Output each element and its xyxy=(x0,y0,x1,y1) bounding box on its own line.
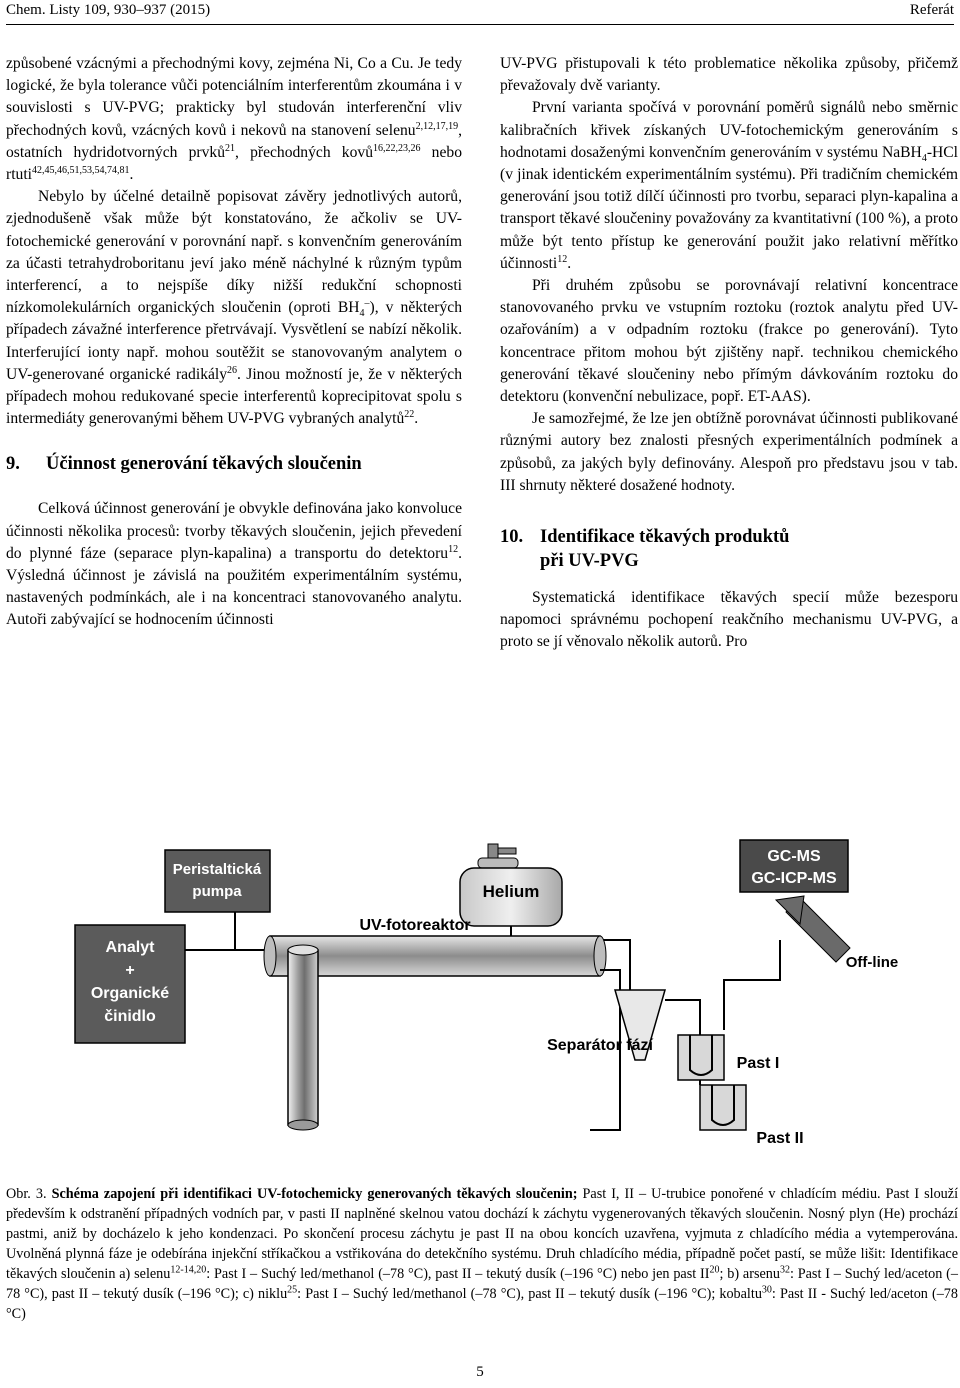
trap-1 xyxy=(678,1035,779,1080)
section-label: Referát xyxy=(909,2,954,18)
apparatus-diagram xyxy=(60,830,920,1150)
section-9-heading: 9. Účinnost generování těkavých sloučenin xyxy=(6,454,362,475)
uv-lamp xyxy=(288,945,318,1130)
trap-2 xyxy=(700,1085,804,1147)
analyte-label-1: Analyt xyxy=(105,939,155,956)
section-10-heading: 10. Identifikace těkavých produktů při UV-PVG xyxy=(500,527,790,572)
helium-label: Helium xyxy=(482,882,540,901)
left-column xyxy=(6,53,462,632)
analyte-label-4: činidlo xyxy=(104,1008,156,1025)
helium-bottle xyxy=(460,844,562,926)
separator-label: Separátor fází xyxy=(547,1037,653,1054)
figure-caption: Obr. 3. Schéma zapojení při identifikaci UV-fotochemicky generovaných těkavých sloučenin; Past I, II – U-trubice ponořené v chladícím médiu. Past I slouží především k odstranění případných vodních par, v pasti II naplněné skelnou vatou dochází k záchytu vygenerovaných těkavých sloučenin. Nosný plyn (He) prochází pastmi, aniž by docházelo k jeho kondenzaci. Po skončení procesu záchytu je past II na obou koncích uzavřena, vyjmuta z chladícího média a vytemperována. Uvolněná plynná fáze je odebírána injekční stříkačkou a vstřikována do detekčního systému. Druh chladícího média, případně počet pastí, se může lišit: Identifikace těkavých sloučenin a) selenu$^{12-14,20}$: Past I – Suchý led/methanol (–78 °C), past II – tekutý dusík (–196 °C) nebo jen past II$^{20}$; b) arsenu$^{32}$: Past I – Suchý led/aceton (–78 °C), past II – tekutý dusík (–196 °C); c) niklu$^{25}$: Past I – Suchý led/methanol (–78 °C), past II – tekutý dusík (–196 °C); kobaltu$^{30}$: Past II - Suchý led/aceton (–78 °C) xyxy=(6,1186,959,1322)
reactor-label: UV-fotoreaktor xyxy=(359,917,471,934)
phase-separator xyxy=(547,990,665,1060)
right-paragraph-3: Při druhém způsobu se porovnávají relativní koncentrace stanovovaného prvku ve vstupním roztoku (roztok analytu před UV-ozařováním) a v odpadním roztoku (frakce po generování). Tyto koncentrace přitom mohou být zjištěny např. technikou chemického generování těkavé sloučeniny nebo přímým dávkováním roztoku do detektoru (konvenční nebulizace, popř. ET-AAS). xyxy=(500,277,958,406)
off-line-arrow xyxy=(776,896,898,971)
right-column xyxy=(500,53,958,654)
right-paragraph-1: UV-PVG přistupovali k této problematice několika způsoby, přičemž převažovaly dvě varianty. xyxy=(500,55,958,95)
caption-title: Schéma zapojení při identifikaci UV-fotochemicky generovaných těkavých sloučenin; xyxy=(51,1186,578,1202)
header-rule xyxy=(6,24,954,25)
left-paragraph-3: Celková účinnost generování je obvykle definována jako konvoluce účinnosti několika procesů: tvorby těkavých sloučenin, jejich převedení do plynné fáze (separace plyn-kapalina) a transportu do detektoru$^{12}$. Výsledná účinnost je závislá na použitém experimentálním systému, nastavených podmínkách, ale i na koncentraci stanovovaného analytu. Autoři zabývající se hodnocením účinnosti xyxy=(6,500,462,629)
right-paragraph-2: První varianta spočívá v porovnání poměrů signálů nebo směrnic kalibračních křivek získaných UV-fotochemickým generováním s hodnotami dosaženými konvenčním generováním v systému NaBH$_4$-HCl (v jinak identickém experimentálním systému). Při tradičním chemickém generování jsou totiž dílčí účinnosti pro tvorbu, separaci plyn-kapalina a transport těkavé sloučeniny považovány za kvantitativní (100 %), a proto může být tento přístup ke generování použit jako relativní měřítko účinnosti$^{12}$. xyxy=(500,99,959,272)
caption-label: Obr. 3. xyxy=(6,1186,47,1202)
right-paragraph-5: Systematická identifikace těkavých specií může bezesporu napomoci správnému pochopení reakčního mechanismu UV-PVG, a proto se jí věnovalo několik autorů. Pro xyxy=(500,589,958,651)
analyte-label-3: Organické xyxy=(90,985,170,1002)
left-paragraph-2: Nebylo by účelné detailně popisovat závěry jednotlivých autorů, zjednodušeně však může být konstatováno, že ačkoliv se UV-fotochemické generování v porovnání např. s konvenčním generováním za účasti tetrahydroboritanu jeví jako méně náchylné k různým typům interferencí, a to nejspíše díky nižší redukční schopnosti nízkomolekulárních organických sloučenin (oproti $BH_4^-$), v některých případech závažné interference přetrvávají. Vysvětlení se nabízí několik. Interferující ionty např. mohou soutěžit se stanovovaným analytem o UV-generované organické radikály$^{26}$. Jinou možností je, že v některých případech mohou redukované specie interferentů koprecipitovat spolu s intermediáty generovanými během UV-PVG vybraných analytů$^{22}$. xyxy=(6,188,462,428)
pump-label-1: Peristaltická xyxy=(172,861,262,878)
page-header xyxy=(0,0,960,26)
left-paragraph-1: způsobené vzácnými a přechodnými kovy, zejména Ni, Co a Cu. Je tedy logické, že byla tolerance vůči potenciálním interferentům zkoumána i v souvislosti s UV-PVG; prakticky byl studován interferenční vliv přechodných kovů, vzácných kovů i nekovů na stanovení selenu$^{2,12,17,19}$, ostatních hydridotvorných prvků$^{21}$, přechodných kovů$^{16,22,23,26}$ nebo rtuti$^{42,45,46,51,53,54,74,81}$. xyxy=(6,55,462,184)
analyte-box xyxy=(75,925,185,1043)
pump-label-2: pumpa xyxy=(192,883,242,900)
pump-box xyxy=(165,850,270,912)
off-line-label: Off-line xyxy=(845,954,899,971)
trap-1-label: Past I xyxy=(736,1055,780,1072)
gc-ms-label-1: GC-MS xyxy=(767,848,821,865)
page-number: 5 xyxy=(476,1364,484,1380)
trap-2-label: Past II xyxy=(756,1130,804,1147)
gc-ms-box xyxy=(740,840,848,892)
gc-ms-label-2: GC-ICP-MS xyxy=(751,870,837,887)
journal-citation: Chem. Listy 109, 930–937 (2015) xyxy=(6,2,211,18)
right-paragraph-4: Je samozřejmé, že lze jen obtížně porovnávat účinnosti publikované různými autory bez znalosti přesných experimentálních podmínek a způsobů, za jakých byly definovány. Alespoň pro představu jsou v tab. III shrnuty některé dosažené hodnoty. xyxy=(500,410,958,494)
analyte-label-2: + xyxy=(125,962,135,979)
